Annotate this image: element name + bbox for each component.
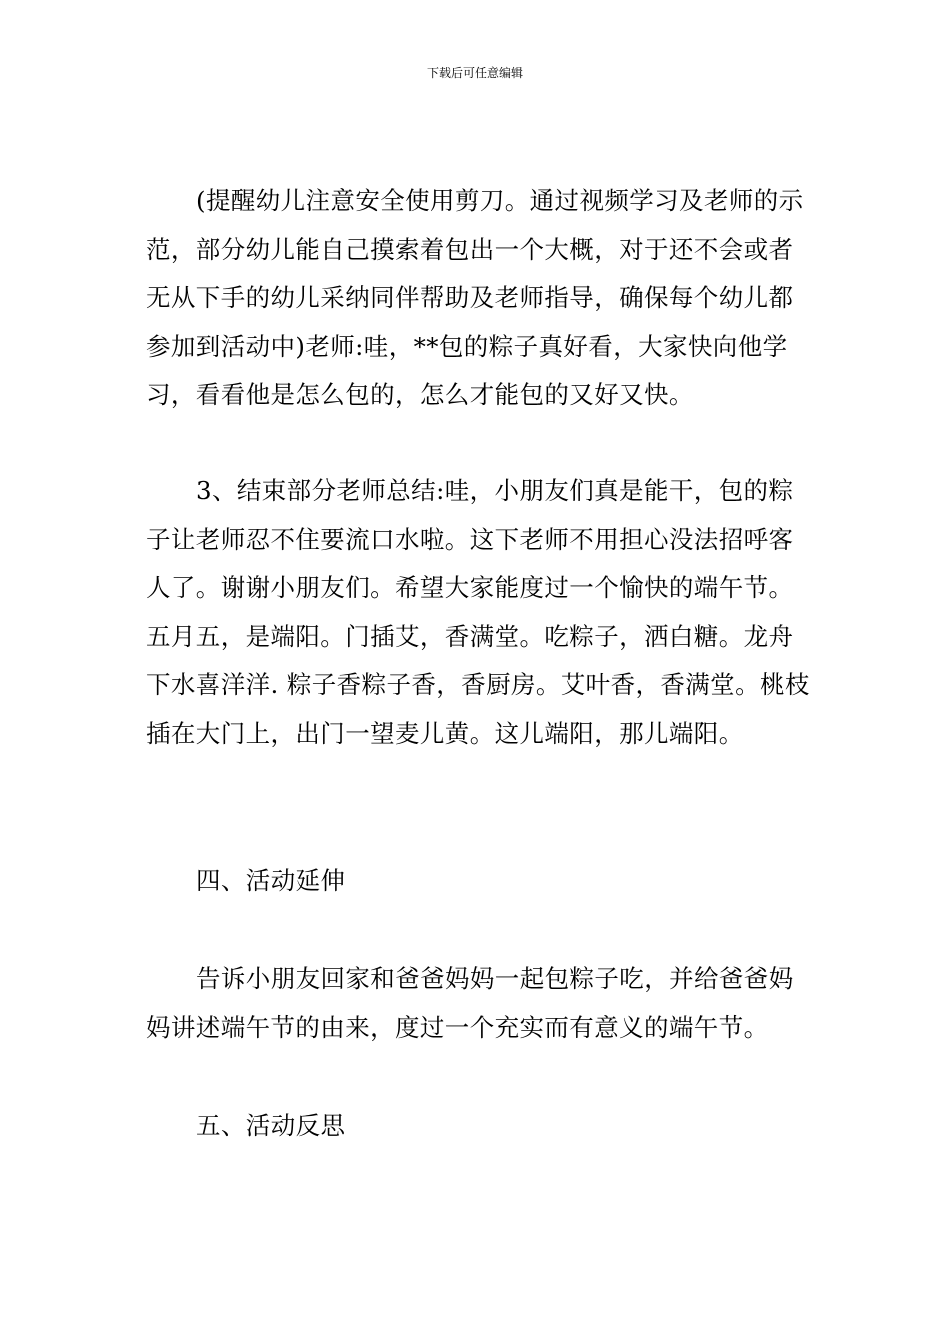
page-header-note: 下载后可任意编辑 (426, 66, 523, 80)
paragraph-extension: 告诉小朋友回家和爸爸妈妈一起包粽子吃，并给爸爸妈妈讲述端午节的由来，度过一个充实而有意义的端午节。 (146, 964, 794, 1042)
paragraph-closing-summary: 3、结束部分老师总结:哇，小朋友们真是能干，包的粽子让老师忍不住要流口水啦。这下老师不用担心没法招呼客人了。谢谢小朋友们。希望大家能度过一个愉快的端午节。五月五，是端阳。门插艾，香满堂。吃粽子，洒白糖。龙舟下水喜洋洋. 粽子香粽子香，香厨房。艾叶香，香满堂。桃枝插在大门上，出门一望麦儿黄。这儿端阳，那儿端阳。 (146, 476, 810, 748)
paragraph-activity-guidance: (提醒幼儿注意安全使用剪刀。通过视频学习及老师的示范，部分幼儿能自己摸索着包出一个大概，对于还不会或者无从下手的幼儿采纳同伴帮助及老师指导，确保每个幼儿都参加到活动中)老师:哇，**包的粽子真好看，大家快向他学习，看看他是怎么包的，怎么才能包的又好又快。 (146, 186, 804, 409)
section-heading-extension: 四、活动延伸 (196, 866, 346, 895)
section-heading-reflection: 五、活动反思 (196, 1111, 346, 1140)
document-body (146, 177, 814, 1150)
